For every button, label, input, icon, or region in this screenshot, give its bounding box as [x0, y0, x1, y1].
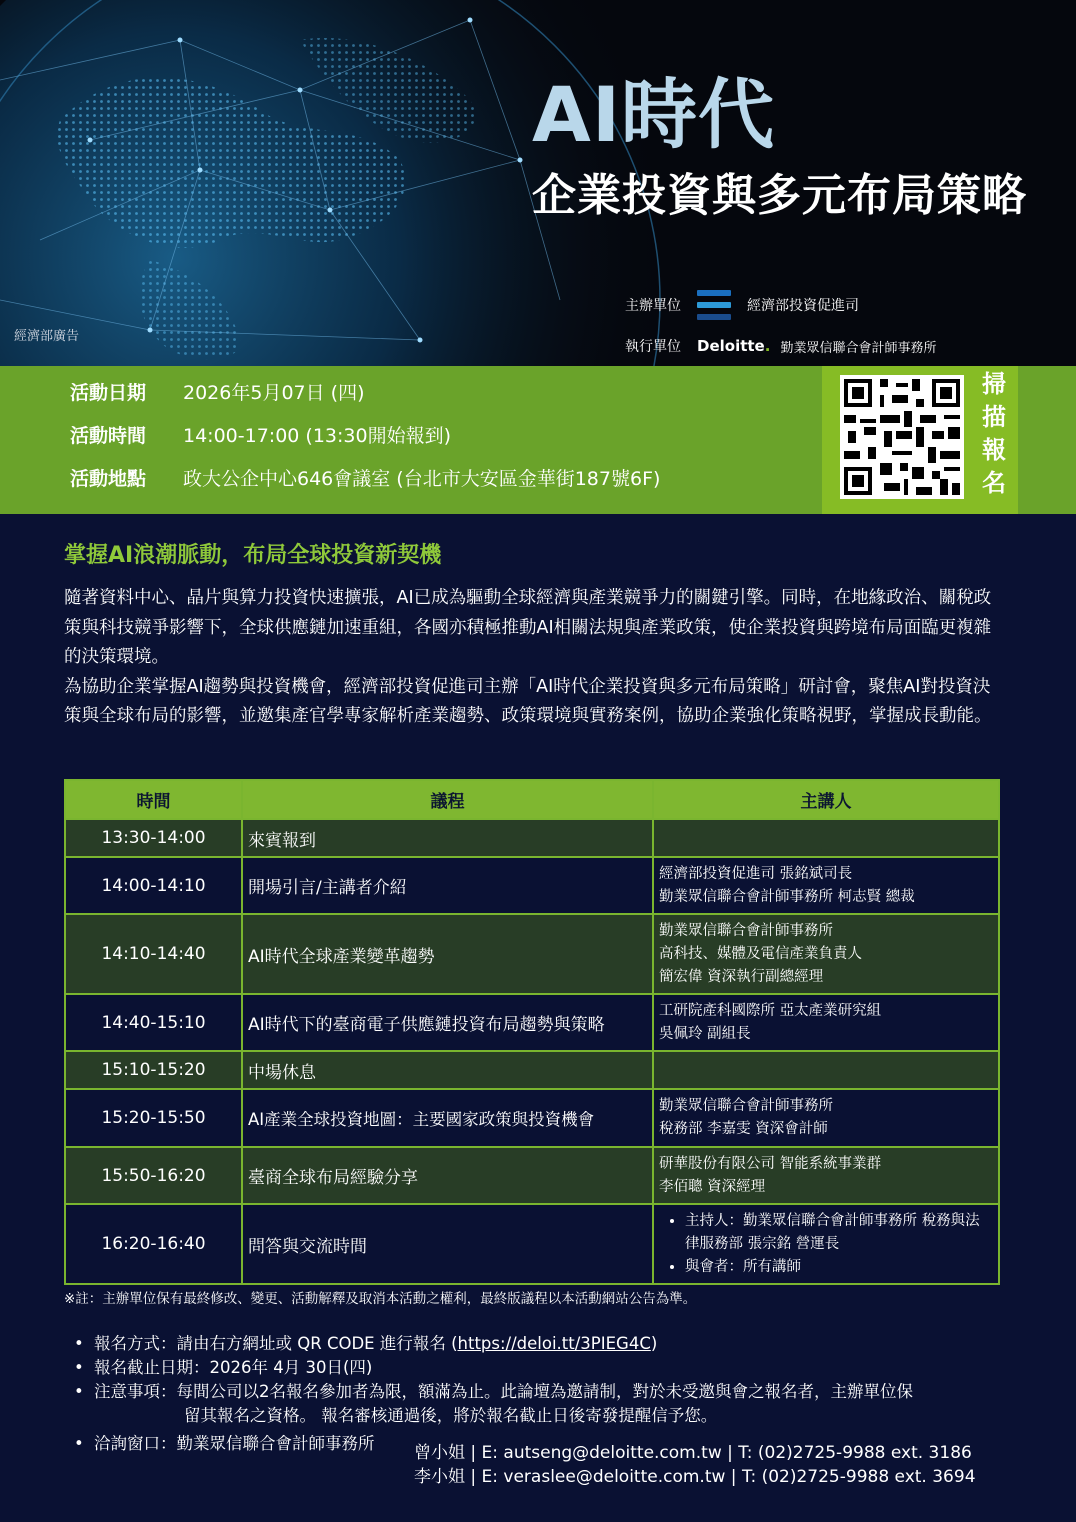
qr-code-icon[interactable] [840, 375, 964, 499]
row-topic: 中場休息 [242, 1051, 653, 1089]
place-value: 政大公企中心646會議室 (台北市大安區金華街187號6F) [183, 468, 661, 490]
table-row [65, 819, 999, 857]
executor-label: 執行單位 [625, 339, 681, 355]
intro-text [64, 584, 1004, 732]
hero-banner [0, 0, 1076, 366]
row-time: 14:00-14:10 [65, 857, 242, 914]
row-time: 14:40-15:10 [65, 994, 242, 1051]
row-time: 15:50-16:20 [65, 1147, 242, 1204]
date-value: 2026年5月07日 (四) [183, 382, 365, 404]
header-topic: 議程 [242, 780, 653, 819]
table-header-row [65, 780, 999, 819]
registration-notice: • 注意事項：每間公司以2名報名參加者為限，額滿為止。此論壇為邀請制，對於未受邀與會之報名者，主辦單位保 留其報名之資格。 報名審核通過後，將於報名截止日後寄發提醒信予您。 [74, 1380, 1024, 1428]
row-time: 14:10-14:40 [65, 914, 242, 994]
deloitte-logo: Deloitte. [697, 337, 771, 355]
row-speaker: 工研院產科國際所 亞太產業研究組 吳佩玲 副組長 [653, 994, 999, 1051]
row-time: 15:20-15:50 [65, 1089, 242, 1147]
event-time-row [70, 421, 451, 448]
table-row [65, 857, 999, 914]
registration-link[interactable]: https://deloi.tt/3PIEG4C [457, 1334, 651, 1353]
row-speaker: • 主持人：勤業眾信聯合會計師事務所 稅務與法律服務部 張宗銘 營運長 • 與會者：所有講師 [653, 1204, 999, 1284]
date-label: 活動日期 [70, 382, 147, 404]
ad-label: 經濟部廣告 [14, 329, 80, 344]
qr-scan-label: 掃描報名 [982, 370, 1006, 497]
section-heading: 掌握AI浪潮脈動，布局全球投資新契機 [64, 543, 442, 568]
table-row [65, 914, 999, 994]
row-speaker [653, 819, 999, 857]
row-speaker: 勤業眾信聯合會計師事務所 高科技、媒體及電信產業負責人 簡宏偉 資深執行副總經理 [653, 914, 999, 994]
contact-line-1: 曾小姐 | E: autseng@deloitte.com.tw | T: (02)2725-9988 ext. 3186 [414, 1443, 972, 1463]
header-time: 時間 [65, 780, 242, 819]
table-row [65, 994, 999, 1051]
moea-logo-icon [697, 290, 731, 320]
row-topic: AI產業全球投資地圖：主要國家政策與投資機會 [242, 1089, 653, 1147]
header-speaker: 主講人 [653, 780, 999, 819]
time-label: 活動時間 [70, 425, 147, 447]
time-value: 14:00-17:00 (13:30開始報到) [183, 425, 451, 447]
row-time: 16:20-16:40 [65, 1204, 242, 1284]
row-topic: 臺商全球布局經驗分享 [242, 1147, 653, 1204]
table-row [65, 1147, 999, 1204]
agenda-table [64, 779, 1000, 1285]
table-row [65, 1089, 999, 1147]
row-time: 13:30-14:00 [65, 819, 242, 857]
row-topic: AI時代下的臺商電子供應鏈投資布局趨勢與策略 [242, 994, 653, 1051]
row-topic: 開場引言/主講者介紹 [242, 857, 653, 914]
registration-deadline: • 報名截止日期：2026年 4月 30日(四) [74, 1356, 1024, 1380]
registration-method: • 報名方式：請由右方網址或 QR CODE 進行報名 (https://deloi.tt/3PIEG4C) [74, 1332, 1024, 1356]
organizer-label: 主辦單位 [625, 298, 681, 314]
event-title: AI時代 [532, 70, 776, 159]
table-row [65, 1051, 999, 1089]
row-speaker: 勤業眾信聯合會計師事務所 稅務部 李嘉雯 資深會計師 [653, 1089, 999, 1147]
row-topic: AI時代全球產業變革趨勢 [242, 914, 653, 994]
registration-info [74, 1332, 1024, 1456]
table-row [65, 1204, 999, 1284]
organizer-name: 經濟部投資促進司 [747, 298, 859, 314]
contact-list [414, 1441, 976, 1489]
event-date-row [70, 378, 364, 405]
intro-paragraph-2: 為協助企業掌握AI趨勢與投資機會，經濟部投資促進司主辦「AI時代企業投資與多元布局策略」研討會，聚焦AI對投資決策與全球布局的影響，並邀集產官學專家解析產業趨勢、政策環境與實務案例，協助企業強化策略視野，掌握成長動能。 [64, 676, 992, 727]
executor-name: 勤業眾信聯合會計師事務所 [780, 340, 937, 356]
event-subtitle: 企業投資與多元布局策略 [532, 170, 1027, 221]
place-label: 活動地點 [70, 468, 147, 490]
contact-label: • 洽詢窗口：勤業眾信聯合會計師事務所 [74, 1432, 1024, 1456]
row-topic: 問答與交流時間 [242, 1204, 653, 1284]
executor-row [625, 336, 936, 356]
intro-paragraph-1: 隨著資料中心、晶片與算力投資快速擴張，AI已成為驅動全球經濟與產業競爭力的關鍵引擎。同時，在地緣政治、關稅政策與科技競爭影響下，全球供應鏈加速重組，各國亦積極推動AI相關法規與產業政策，使企業投資與跨境布局面臨更複雜的決策環境。 [64, 588, 992, 668]
row-topic: 來賓報到 [242, 819, 653, 857]
disclaimer-note: ※註：主辦單位保有最終修改、變更、活動解釋及取消本活動之權利，最終版議程以本活動網站公告為準。 [64, 1291, 697, 1307]
row-time: 15:10-15:20 [65, 1051, 242, 1089]
organizer-row [625, 290, 859, 320]
row-speaker [653, 1051, 999, 1089]
row-speaker: 研華股份有限公司 智能系統事業群 李佰聰 資深經理 [653, 1147, 999, 1204]
row-speaker: 經濟部投資促進司 張銘斌司長 勤業眾信聯合會計師事務所 柯志賢 總裁 [653, 857, 999, 914]
contact-line-2: 李小姐 | E: veraslee@deloitte.com.tw | T: (02)2725-9988 ext. 3694 [414, 1467, 976, 1487]
event-place-row [70, 464, 660, 491]
